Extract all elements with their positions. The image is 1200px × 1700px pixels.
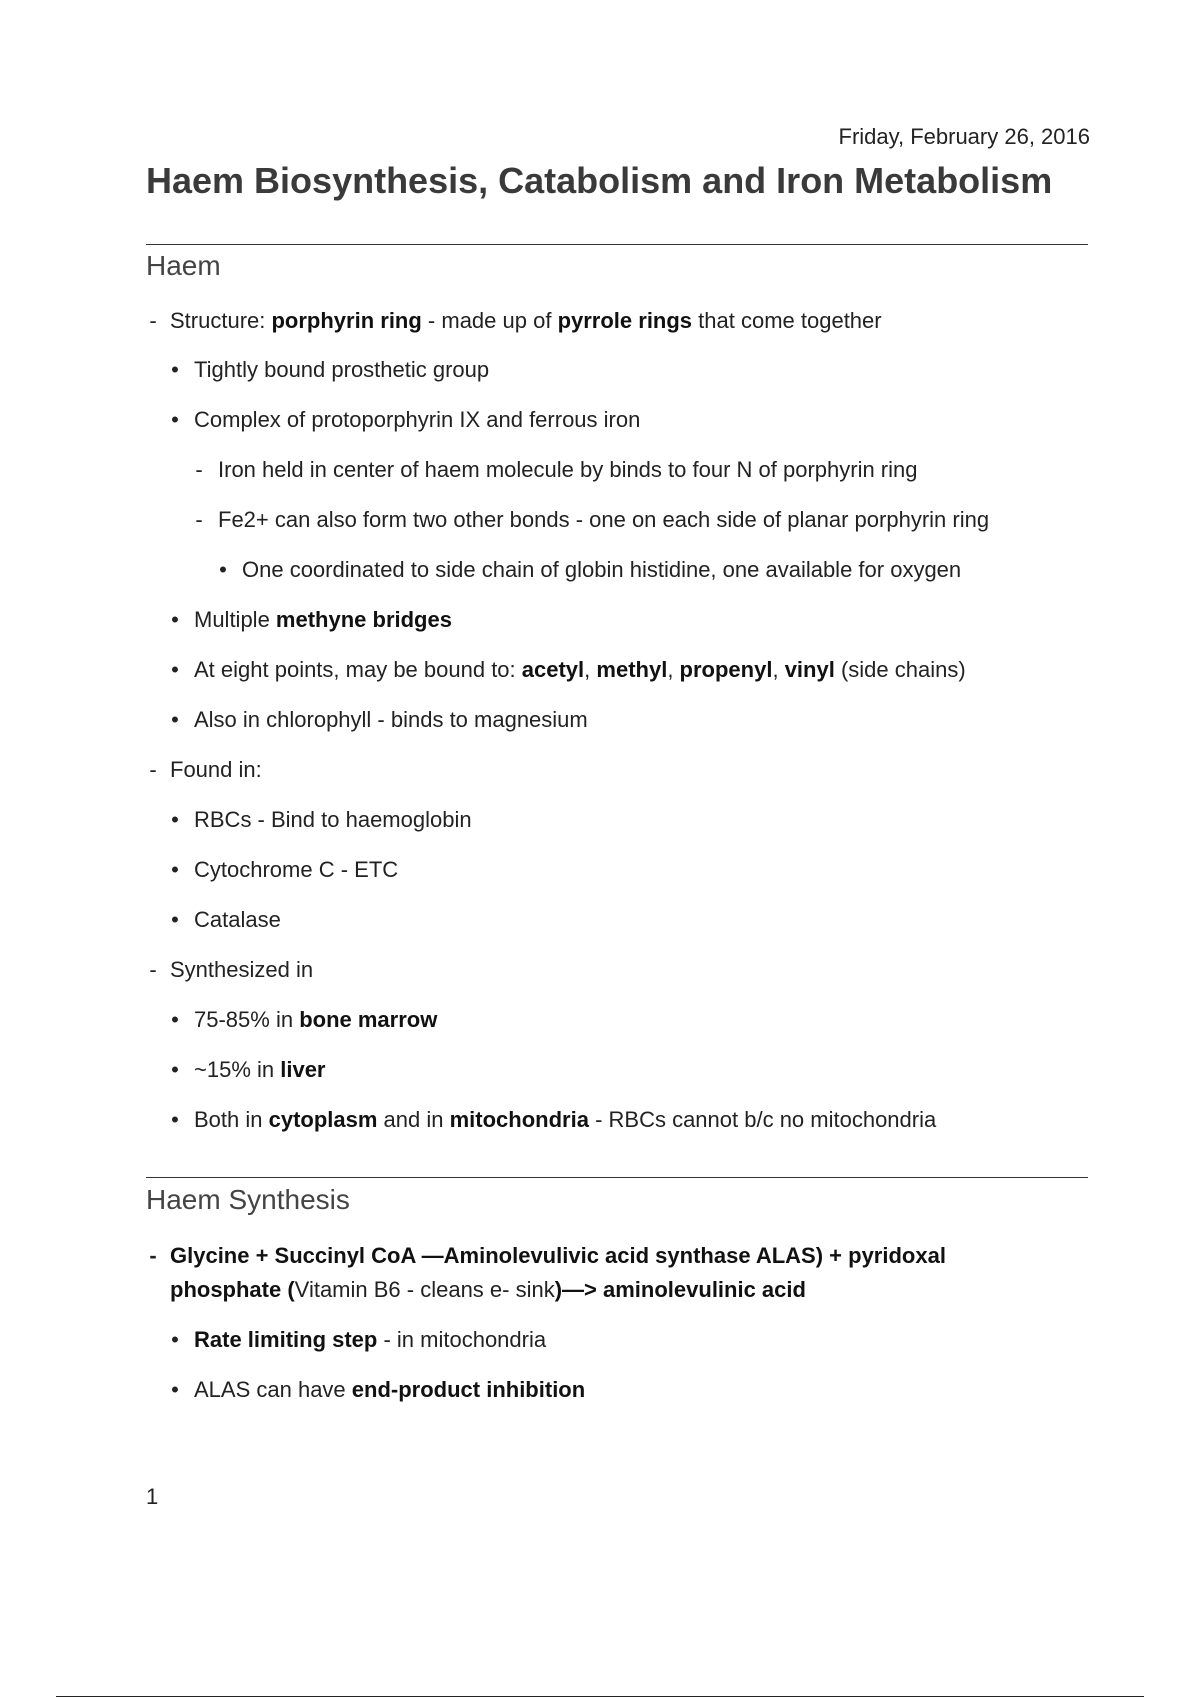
bullet-marker: • — [171, 607, 179, 632]
list-item-text: Tightly bound prosthetic group — [194, 357, 490, 382]
list-item — [168, 404, 640, 436]
bullet-marker: • — [171, 707, 179, 732]
list-item-text: Complex of protoporphyrin IX and ferrous iron — [194, 407, 641, 432]
list-item — [168, 804, 472, 836]
list-item — [168, 354, 489, 386]
section-divider — [146, 244, 1088, 245]
list-item-text: Iron held in center of haem molecule by binds to four N of porphyrin ring — [218, 457, 918, 482]
list-item-text: Catalase — [194, 907, 281, 932]
list-item — [168, 904, 281, 936]
dash-marker: - — [149, 957, 157, 982]
list-item-text: Rate limiting step - in mitochondria — [194, 1327, 547, 1352]
bullet-marker: • — [171, 807, 179, 832]
list-item-text: Multiple methyne bridges — [194, 607, 452, 632]
list-item-text: Fe2+ can also form two other bonds - one on each side of planar porphyrin ring — [218, 507, 990, 532]
page-number: 1 — [146, 1484, 159, 1509]
bullet-marker: • — [171, 407, 179, 432]
list-item-text: Cytochrome C - ETC — [194, 857, 399, 882]
bullet-marker: • — [171, 1377, 179, 1402]
bullet-marker: • — [171, 357, 179, 382]
list-item-text: 75-85% in bone marrow — [194, 1007, 438, 1032]
list-item — [192, 454, 918, 486]
bullet-marker: • — [171, 1107, 179, 1132]
section-divider — [146, 1177, 1088, 1178]
dash-marker: - — [195, 457, 203, 482]
dash-marker: - — [195, 507, 203, 532]
list-item-text: ~15% in liver — [194, 1057, 326, 1082]
dash-marker: - — [149, 757, 157, 782]
bullet-marker: • — [171, 907, 179, 932]
list-item — [168, 1324, 546, 1356]
list-item — [168, 704, 588, 736]
list-item — [146, 754, 262, 786]
list-item-text: Structure: porphyrin ring - made up of pyrrole rings that come together — [170, 308, 882, 333]
bullet-marker: • — [171, 1007, 179, 1032]
list-item — [168, 654, 966, 686]
list-item — [168, 1374, 585, 1406]
list-item-text: Glycine + Succinyl CoA —Aminolevulivic acid synthase ALAS) + pyridoxal — [170, 1243, 946, 1268]
list-item-text: At eight points, may be bound to: acetyl, methyl, propenyl, vinyl (side chains) — [194, 657, 966, 682]
bullet-marker: • — [171, 1327, 179, 1352]
list-item — [146, 954, 313, 986]
list-item — [168, 1004, 437, 1036]
page-bottom-divider — [56, 1696, 1144, 1697]
document-date: Friday, February 26, 2016 — [838, 124, 1090, 149]
dash-marker: - — [149, 1243, 157, 1268]
list-item — [168, 604, 452, 636]
bullet-marker: • — [219, 557, 227, 582]
document-title: Haem Biosynthesis, Catabolism and Iron Metabolism — [146, 160, 1053, 201]
section-heading-haem-synthesis: Haem Synthesis — [146, 1184, 350, 1215]
list-item — [146, 1240, 946, 1272]
dash-marker: - — [149, 308, 157, 333]
bullet-marker: • — [171, 857, 179, 882]
list-item — [146, 305, 882, 337]
list-item-text: Synthesized in — [170, 957, 314, 982]
list-item-text: RBCs - Bind to haemoglobin — [194, 807, 472, 832]
list-item-text: Also in chlorophyll - binds to magnesium — [194, 707, 588, 732]
list-item — [168, 1054, 326, 1086]
list-item-text: One coordinated to side chain of globin histidine, one available for oxygen — [242, 557, 962, 582]
list-item-text: ALAS can have end-product inhibition — [194, 1377, 586, 1402]
list-item-continuation: phosphate (Vitamin B6 - cleans e- sink)—> aminolevulinic acid — [170, 1277, 806, 1302]
bullet-marker: • — [171, 1057, 179, 1082]
list-item-text: Both in cytoplasm and in mitochondria - RBCs cannot b/c no mitochondria — [194, 1107, 937, 1132]
list-item-text: Found in: — [170, 757, 262, 782]
section-heading-haem: Haem — [146, 250, 221, 281]
bullet-marker: • — [171, 657, 179, 682]
list-item — [168, 1104, 936, 1136]
list-item — [192, 504, 989, 536]
list-item — [216, 554, 961, 586]
list-item — [168, 854, 398, 886]
